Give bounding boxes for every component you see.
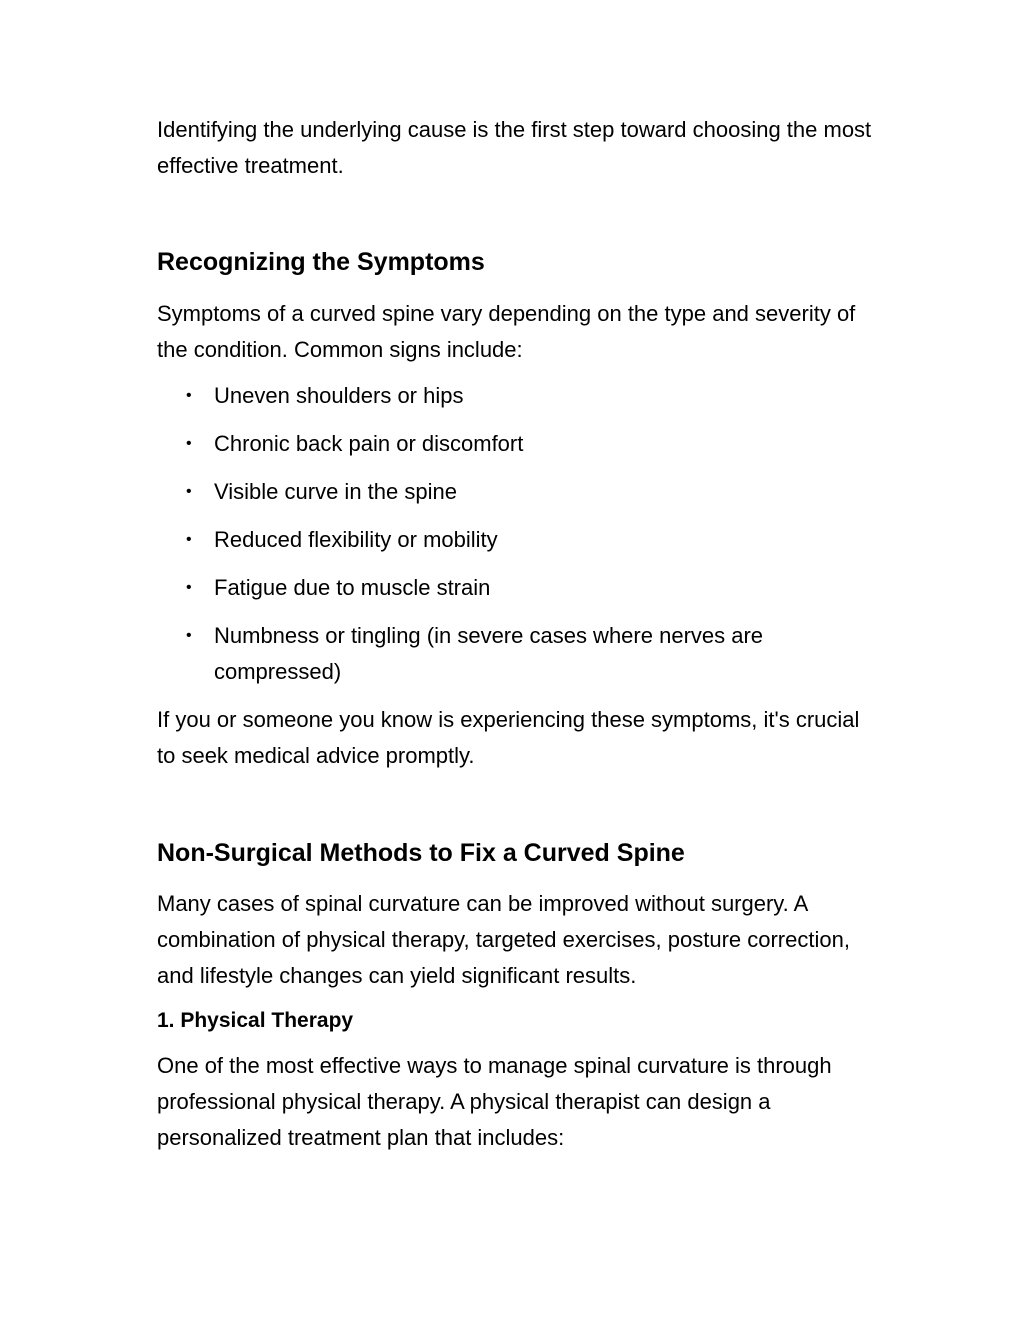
bullet-icon: •: [186, 435, 192, 452]
section-heading-non-surgical: Non-Surgical Methods to Fix a Curved Spine: [157, 839, 685, 867]
list-item: • Chronic back pain or discomfort: [157, 426, 877, 462]
bullet-icon: •: [186, 483, 192, 500]
subheading-physical-therapy: 1. Physical Therapy: [157, 1009, 354, 1032]
symptom-list: [157, 378, 877, 690]
list-item: • Fatigue due to muscle strain: [157, 570, 877, 606]
physical-therapy-paragraph: One of the most effective ways to manage spinal curvature is through professional physical therapy. A physical therapist can design a personalized treatment plan that includes:: [157, 1053, 832, 1150]
non-surgical-lead-paragraph: Many cases of spinal curvature can be improved without surgery. A combination of physical therapy, targeted exercises, posture correction, and lifestyle changes can yield significant results.: [157, 891, 850, 988]
symptoms-lead-paragraph: Symptoms of a curved spine vary depending on the type and severity of the condition. Common signs include:: [157, 301, 856, 362]
list-item: • Numbness or tingling (in severe cases where nerves are compressed): [157, 618, 877, 690]
symptoms-closing-paragraph: If you or someone you know is experiencing these symptoms, it's crucial to seek medical advice promptly.: [157, 707, 860, 768]
bullet-icon: •: [186, 531, 192, 548]
section-heading-symptoms: Recognizing the Symptoms: [157, 248, 485, 276]
bullet-icon: •: [186, 387, 192, 404]
bullet-icon: •: [186, 627, 192, 644]
list-item: • Uneven shoulders or hips: [157, 378, 877, 414]
intro-paragraph: Identifying the underlying cause is the first step toward choosing the most effective treatment.: [157, 117, 872, 178]
document-page: [157, 112, 877, 1156]
list-item: • Reduced flexibility or mobility: [157, 522, 877, 558]
list-item: • Visible curve in the spine: [157, 474, 877, 510]
bullet-icon: •: [186, 579, 192, 596]
